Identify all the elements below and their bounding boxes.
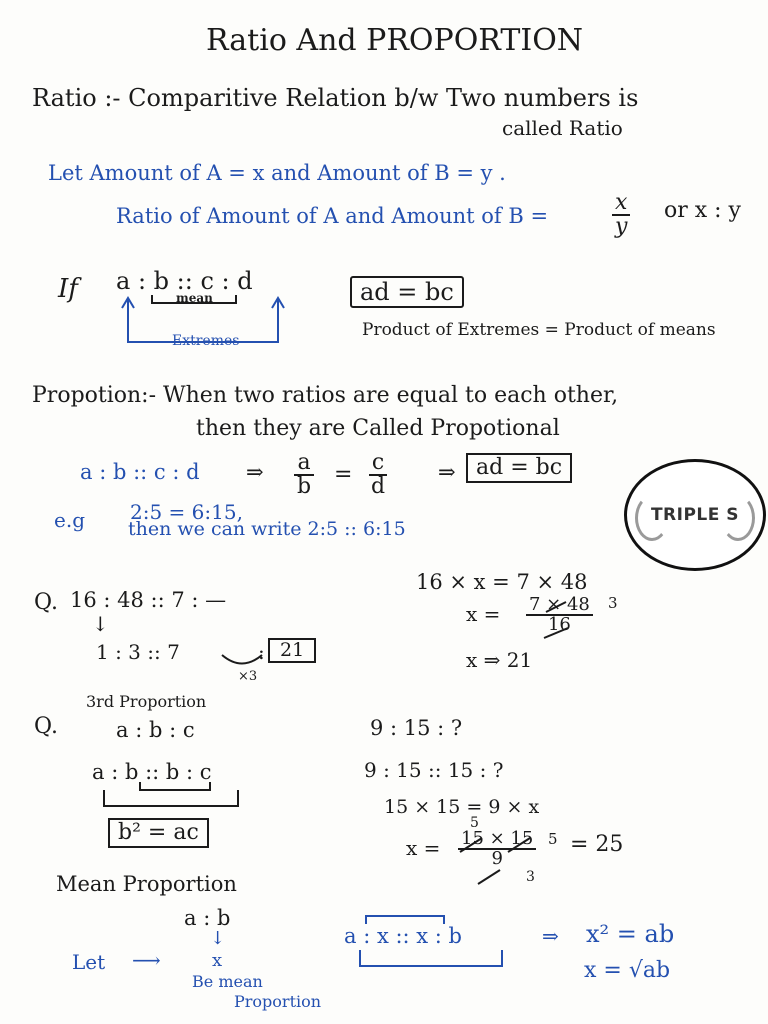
q1-frac-den: 16 xyxy=(547,614,571,635)
cancel-9 xyxy=(478,870,500,884)
q2-sup-b: 5 xyxy=(548,830,558,848)
q2-boxed-formula: b² = ac xyxy=(108,818,209,848)
or-ratio-text: or x : y xyxy=(664,198,741,223)
extremes-label: Extremes xyxy=(172,333,240,349)
ratio-amount-line: Ratio of Amount of A and Amount of B = xyxy=(116,204,549,228)
mean-expr2: a : x :: x : b xyxy=(344,924,463,948)
implies-arrow-2: ⇒ xyxy=(438,460,456,484)
equals-sign: = xyxy=(334,462,353,487)
q2-label: Q. xyxy=(34,714,58,739)
mean-expr: a : b xyxy=(184,906,231,930)
outer-extreme-bracket xyxy=(104,790,238,806)
proportion-expression: a : b :: c : d xyxy=(80,460,200,484)
mean-right-arrow: ⟶ xyxy=(132,948,161,972)
q1-simplified: 1 : 3 :: 7 xyxy=(96,640,180,664)
q2-frac-num: 15 × 15 xyxy=(458,830,536,850)
q1-answer-box: 21 xyxy=(268,638,316,663)
q2-work-line2: 9 : 15 :: 15 : ? xyxy=(364,758,504,782)
implies-arrow-1: ⇒ xyxy=(246,460,264,484)
mean-let-label: Let xyxy=(72,950,106,974)
ratio-fraction xyxy=(612,192,630,238)
mean-x-var: x xyxy=(212,950,223,971)
mean-label: mean xyxy=(176,291,213,305)
let-amount-line: Let Amount of A = x and Amount of B = y . xyxy=(48,161,506,185)
eg-label: e.g xyxy=(54,508,85,532)
mean-inner-bracket xyxy=(366,916,444,924)
mean-down-arrow: ↓ xyxy=(210,928,226,949)
q2-sup-a: 5 xyxy=(470,815,479,831)
q1-work-lhs: x = xyxy=(466,602,501,626)
proportion-fraction-1 xyxy=(294,452,314,498)
frac2-denominator: d xyxy=(371,474,386,499)
frac1-numerator: a xyxy=(294,452,313,476)
q2-result: = 25 xyxy=(570,832,624,857)
eg-line: 2:5 = 6:15, xyxy=(130,500,243,524)
mean-implies-arrow: ⇒ xyxy=(542,924,559,948)
q1-cancel-sup: 3 xyxy=(608,594,618,612)
mean-result2: x = √ab xyxy=(584,958,671,983)
eg-cont: then we can write 2:5 :: 6:15 xyxy=(128,518,406,540)
proportion-fraction-2 xyxy=(368,452,388,498)
ratio-heading-cont: called Ratio xyxy=(502,116,623,140)
q2-work-lhs: x = xyxy=(406,836,441,860)
proportion-heading: Propotion:- When two ratios are equal to each other, xyxy=(32,383,619,408)
q2-expr: a : b : c xyxy=(116,718,195,742)
q2-sub: 3 xyxy=(526,869,535,885)
mean-outer-bracket xyxy=(360,950,502,966)
product-caption: Product of Extremes = Product of means xyxy=(362,320,716,340)
q1-work-fraction xyxy=(526,596,593,634)
proportion-boxed-formula: ad = bc xyxy=(466,453,572,483)
mean-proportion-label: Proportion xyxy=(234,992,322,1011)
mean-heading: Mean Proportion xyxy=(56,872,237,896)
logo-wing-left xyxy=(635,495,669,541)
q1-multiplier: ×3 xyxy=(238,669,258,684)
q2-frac-den: 9 xyxy=(491,848,503,869)
logo-wing-right xyxy=(721,495,755,541)
q1-work-line1: 16 × x = 7 × 48 xyxy=(416,570,588,594)
if-expression: a : b :: c : d xyxy=(116,267,253,295)
q1-label: Q. xyxy=(34,590,58,615)
mean-be-label: Be mean xyxy=(192,972,263,991)
frac2-numerator: c xyxy=(369,452,387,476)
mean-result1: x² = ab xyxy=(586,920,675,948)
proportion-heading-cont: then they are Called Propotional xyxy=(196,416,560,441)
fraction-numerator: x xyxy=(612,192,630,216)
ratio-heading: Ratio :- Comparitive Relation b/w Two numbers is xyxy=(32,84,639,112)
q2-sub-heading: 3rd Proportion xyxy=(86,692,207,711)
frac1-denominator: b xyxy=(297,474,312,499)
q2-work-line1: 9 : 15 : ? xyxy=(370,716,463,740)
ad-equals-bc-box: ad = bc xyxy=(350,276,464,308)
q1-down-arrow: ↓ xyxy=(92,612,109,636)
q1-work-line3: x ⇒ 21 xyxy=(466,648,533,672)
q2-expr2: a : b :: b : c xyxy=(92,760,212,784)
q1-colon: : xyxy=(258,640,265,664)
triple-s-logo xyxy=(624,459,766,571)
page-title: Ratio And PROPORTION xyxy=(206,23,584,58)
q2-work-line3: 15 × 15 = 9 × x xyxy=(384,796,540,818)
logo-text: TRIPLE S xyxy=(650,505,740,525)
q1-problem: 16 : 48 :: 7 : — xyxy=(70,588,227,612)
q1-frac-num: 7 × 48 xyxy=(526,596,593,616)
times3-arrow xyxy=(222,655,262,664)
fraction-denominator: y xyxy=(615,214,628,239)
q2-work-fraction xyxy=(458,830,536,868)
if-label: If xyxy=(58,274,78,304)
